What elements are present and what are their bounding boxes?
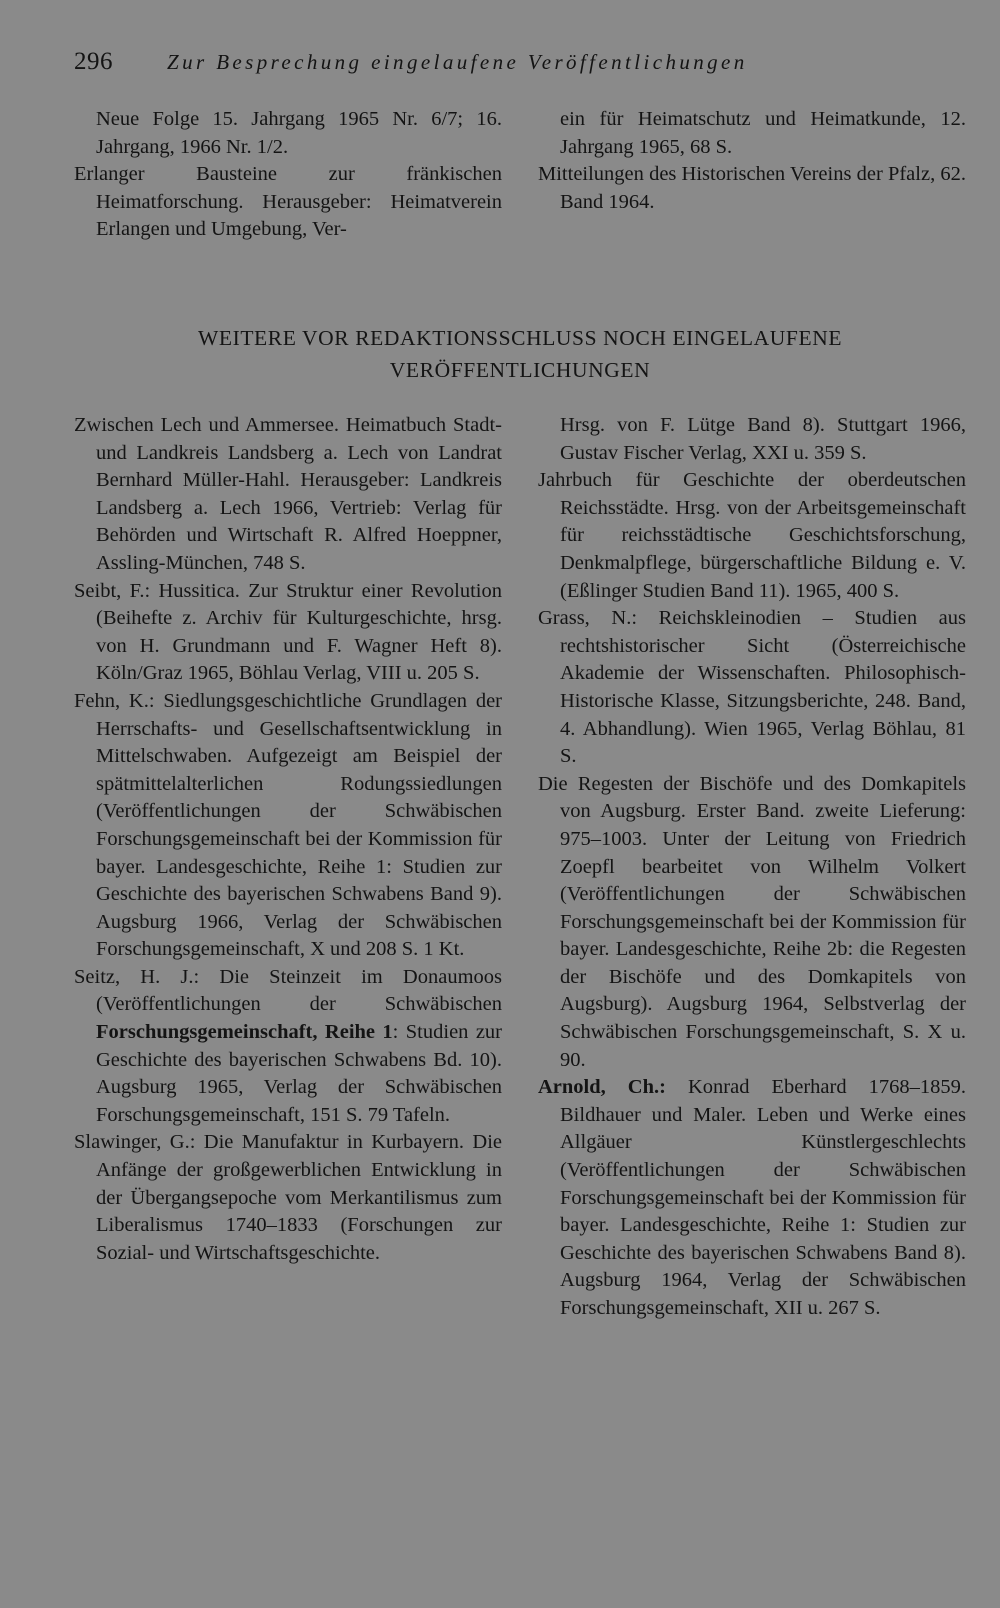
section-heading-line: VERÖFFENTLICHUNGEN	[389, 358, 651, 382]
bibliography-entry: Fehn, K.: Siedlungsgeschichtliche Grundlagen der Herrschafts- und Gesellschaftsentwicklung in Mittelschwaben. Aufgezeigt am Beispiel der spätmittelalterlichen Rodungssiedlungen (Veröffentlichungen der Schwäbischen Forschungsgemeinschaft bei der Kommission für bayer. Landesgeschichte, Reihe 1: Studien zur Geschichte des bayerischen Schwabens Band 9). Augsburg 1966, Verlag der Schwäbischen Forschungsgemeinschaft, X und 208 S. 1 Kt.	[74, 689, 502, 961]
bibliography-entry: Mitteilungen des Historischen Vereins der Pfalz, 62. Band 1964.	[538, 163, 966, 213]
bibliography-entry: Jahrbuch für Geschichte der oberdeutschen Reichsstädte. Hrsg. von der Arbeitsgemeinschaft für reichsstädtische Geschichtsforschung, Denkmalpflege, bürgerschaftliche Bildung e. V. (Eßlinger Studien Band 11). 1965, 400 S.	[538, 469, 966, 602]
bibliography-entry: Seibt, F.: Hussitica. Zur Struktur einer Revolution (Beihefte z. Archiv für Kulturgeschichte, hrsg. von H. Grundmann und F. Wagner Heft 8). Köln/Graz 1965, Böhlau Verlag, VIII u. 205 S.	[74, 579, 502, 685]
entry-text: : Studien zur Geschichte des bayerischen Schwabens Bd. 10). Augsburg 1965, Verlag der Schwäbischen Forschungsgemeinschaft, 151 S. 79 Tafeln.	[96, 1021, 502, 1126]
continued-entry: ein für Heimatschutz und Heimatkunde, 12. Jahrgang 1965, 68 S.	[560, 108, 966, 158]
entry-bold-text: Arnold, Ch.:	[538, 1076, 666, 1099]
bibliography-entry: Die Regesten der Bischöfe und des Domkapitels von Augsburg. Erster Band. zweite Lieferung: 975–1003. Unter der Leitung von Friedrich Zoepfl bearbeitet von Wilhelm Volkert (Veröffentlichungen der Schwäbischen Forschungsgemeinschaft bei der Kommission für bayer. Landesgeschichte, Reihe 2b: die Regesten der Bischöfe und des Domkapitels von Augsburg). Augsburg 1964, Selbstverlag der Schwäbischen Forschungsgemeinschaft, S. X u. 90.	[538, 772, 966, 1071]
bibliography-entry	[538, 1074, 966, 1322]
right-column	[538, 412, 966, 1323]
continued-entry: Neue Folge 15. Jahrgang 1965 Nr. 6/7; 16. Jahrgang, 1966 Nr. 1/2.	[96, 108, 502, 158]
bibliography-entry: Erlanger Bausteine zur fränkischen Heimatforschung. Herausgeber: Heimatverein Erlangen und Umgebung, Ver-	[74, 163, 502, 241]
left-column	[74, 412, 502, 1267]
bibliography-entry	[74, 964, 502, 1130]
bibliography-entry: Slawinger, G.: Die Manufaktur in Kurbayern. Die Anfänge der großgewerblichen Entwicklung in der Übergangsepoche vom Merkantilismus zum Liberalismus 1740–1833 (Forschungen zur Sozial- und Wirtschaftsgeschichte.	[74, 1131, 502, 1264]
running-header	[74, 48, 904, 82]
continued-entry: Hrsg. von F. Lütge Band 8). Stuttgart 1966, Gustav Fischer Verlag, XXI u. 359 S.	[560, 414, 966, 464]
section-heading	[74, 322, 966, 386]
bibliography-entry: Grass, N.: Reichskleinodien – Studien aus rechtshistorischer Sicht (Österreichische Akademie der Wissenschaften. Philosophisch-Historische Klasse, Sitzungsberichte, 248. Band, 4. Abhandlung). Wien 1965, Verlag Böhlau, 81 S.	[538, 607, 966, 768]
bibliography-entry: Zwischen Lech und Ammersee. Heimatbuch Stadt- und Landkreis Landsberg a. Lech von Landrat Bernhard Müller-Hahl. Herausgeber: Landkreis Landsberg a. Lech 1966, Vertrieb: Verlag für Behörden und Wirtschaft R. Alfred Hoeppner, Assling-München, 748 S.	[74, 414, 502, 574]
page-number: 296	[74, 48, 113, 75]
running-title: Zur Besprechung eingelaufene Veröffentlichungen	[167, 50, 748, 74]
top-right-column	[538, 106, 966, 216]
entry-text: Seitz, H. J.: Die Steinzeit im Donaumoos (Veröffentlichungen der Schwäbischen	[74, 965, 502, 1016]
entry-bold-text: Forschungsgemeinschaft, Reihe 1	[96, 1021, 393, 1044]
top-left-column	[74, 106, 502, 244]
section-heading-line: WEITERE VOR REDAKTIONSSCHLUSS NOCH EINGELAUFENE	[197, 326, 843, 350]
entry-text: Konrad Eberhard 1768–1859. Bildhauer und Maler. Leben und Werke eines Allgäuer Künstlergeschlechts (Veröffentlichungen der Schwäbischen Forschungsgemeinschaft bei der Kommission für bayer. Landesgeschichte, Reihe 1: Studien zur Geschichte des bayerischen Schwabens Band 8). Augsburg 1964, Verlag der Schwäbischen Forschungsgemeinschaft, XII u. 267 S.	[560, 1076, 966, 1319]
